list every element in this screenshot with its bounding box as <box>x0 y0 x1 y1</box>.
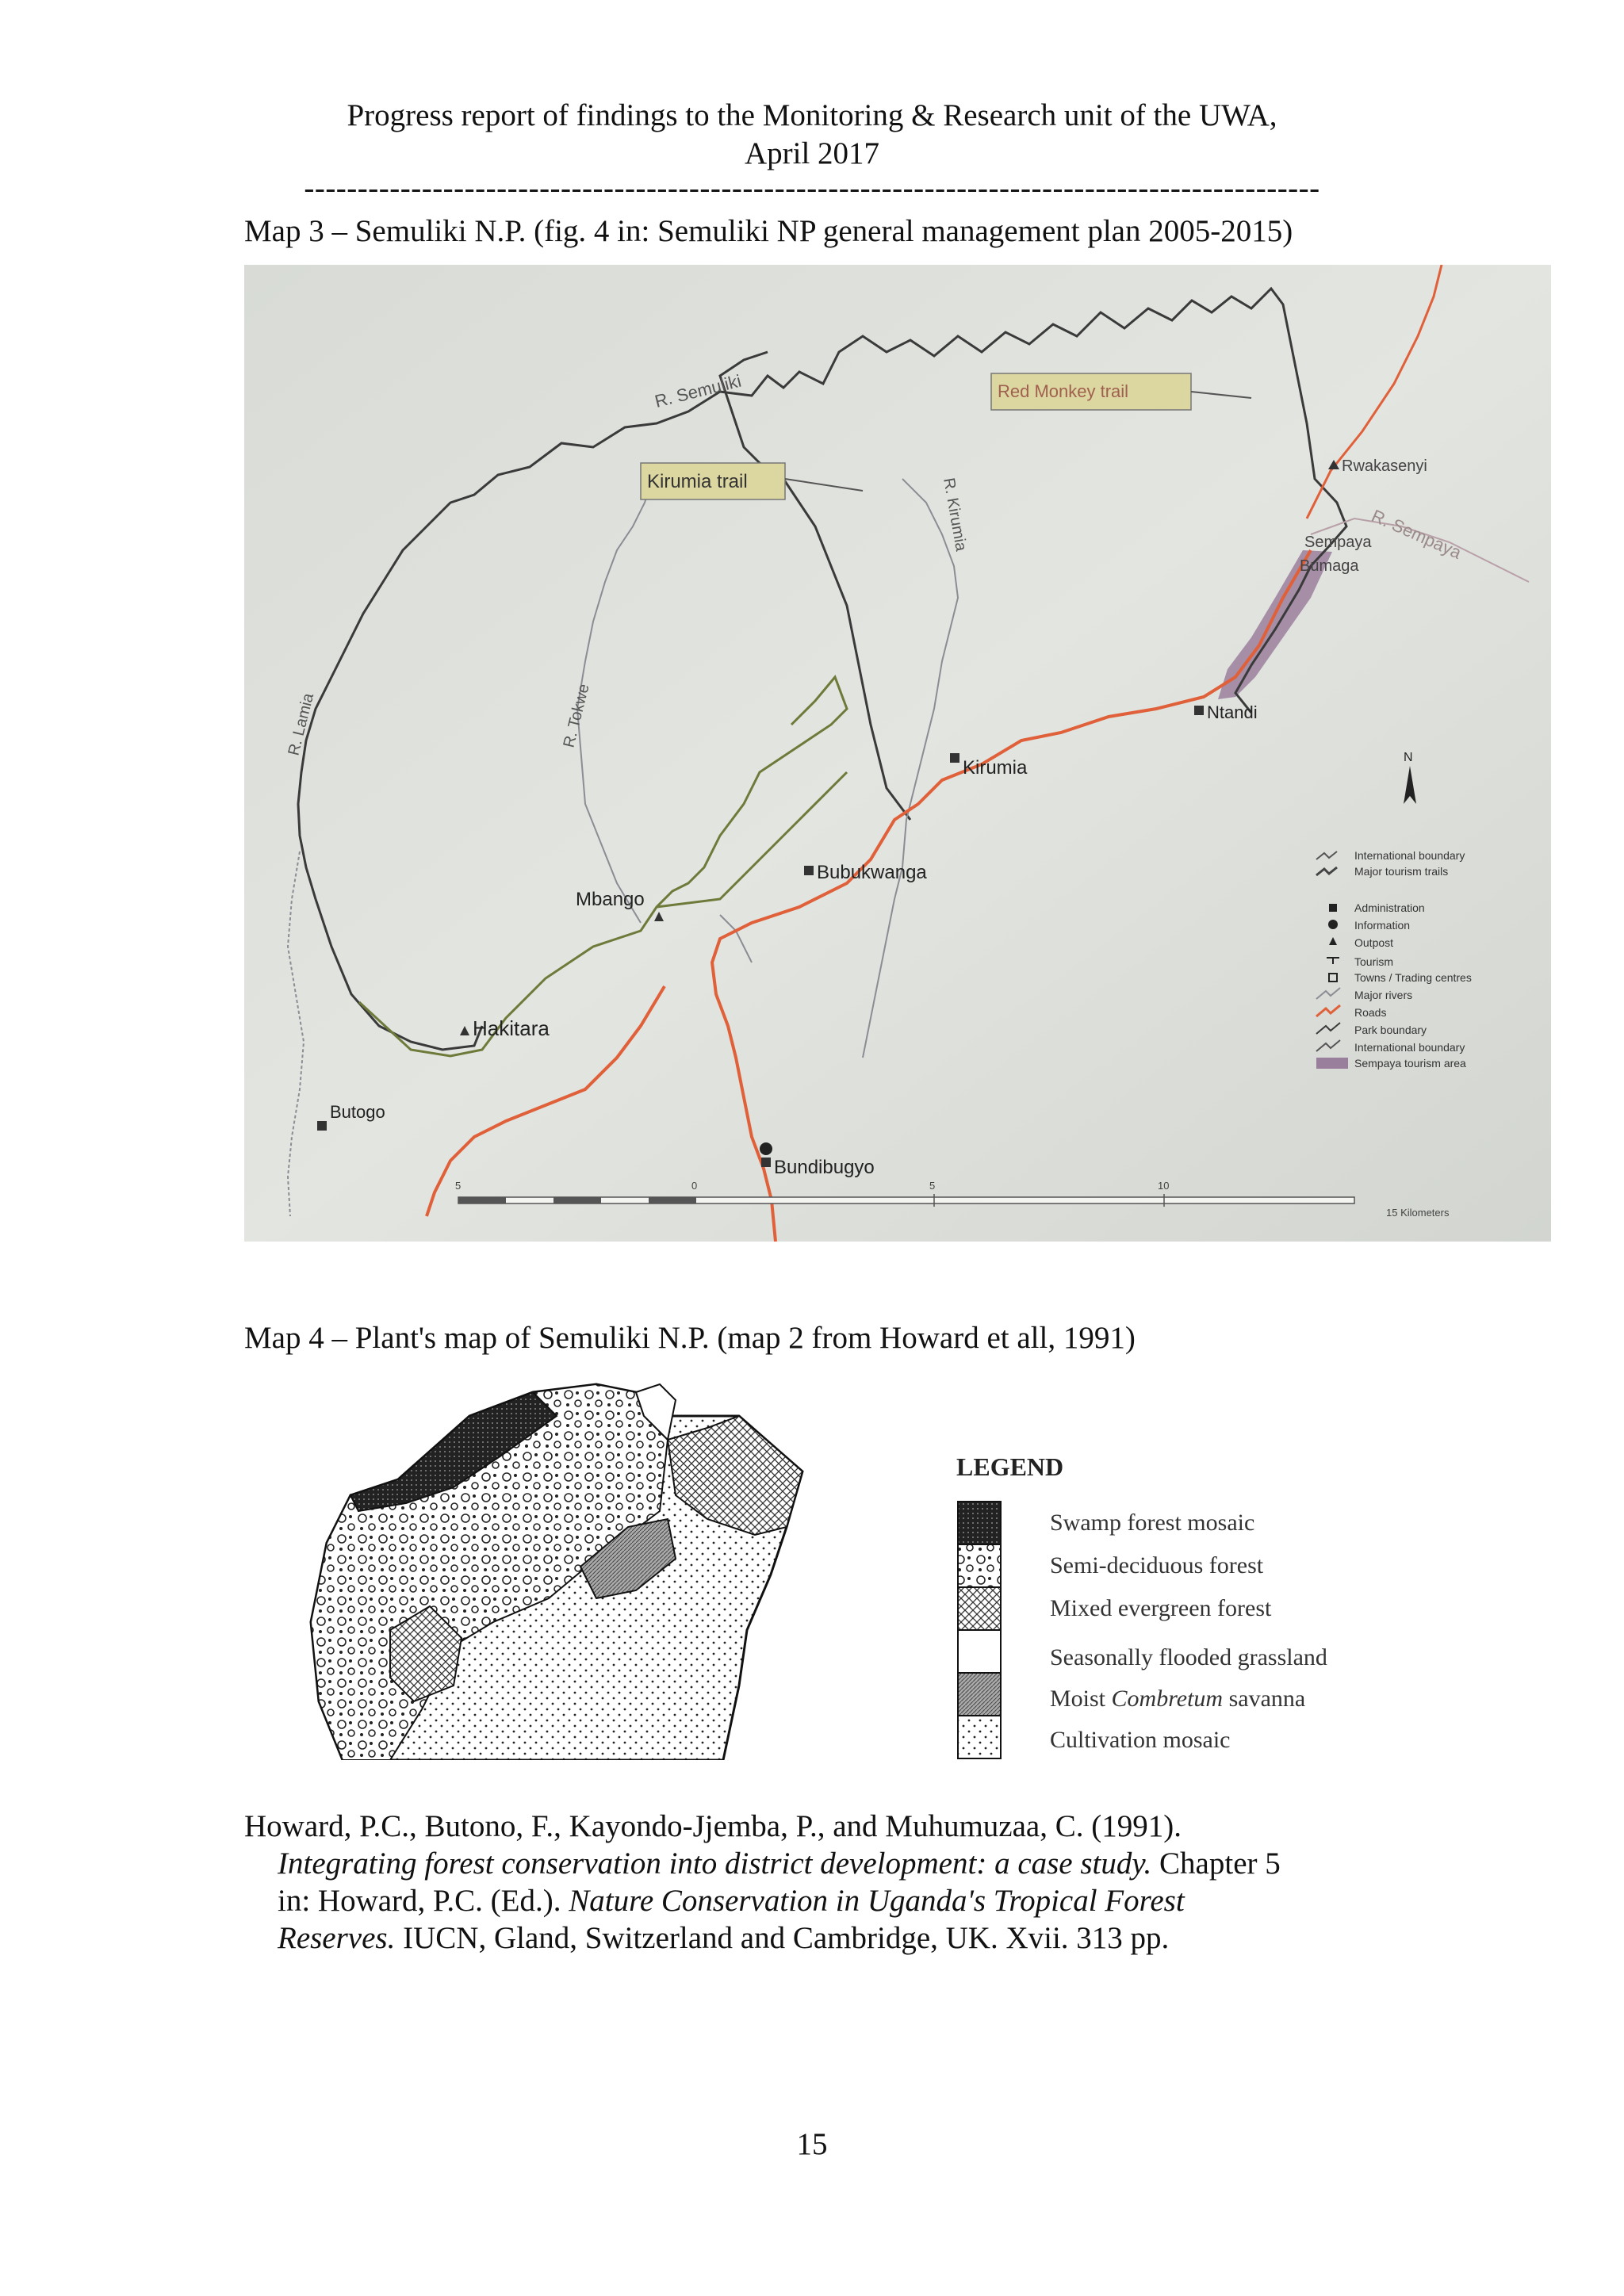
svg-text:Kirumia trail: Kirumia trail <box>647 471 748 492</box>
reference-authors: Howard, P.C., Butono, F., Kayondo-Jjemba, P., and Muhumuzaa, C. (1991). <box>244 1809 1182 1843</box>
legend-cultivation-mosaic: Cultivation mosaic <box>1050 1727 1231 1753</box>
svg-text:5: 5 <box>455 1180 462 1192</box>
river-lamia-label: R. Lamia <box>285 691 318 758</box>
svg-text:10: 10 <box>1158 1180 1170 1192</box>
river-sempaya-label: R. Sempaya <box>1368 505 1465 563</box>
svg-text:Sempaya: Sempaya <box>1304 534 1372 551</box>
svg-text:Butogo: Butogo <box>330 1102 385 1122</box>
svg-text:Hakitara: Hakitara <box>473 1016 550 1040</box>
svg-text:Sempaya tourism area: Sempaya tourism area <box>1354 1057 1466 1070</box>
svg-text:15 Kilometers: 15 Kilometers <box>1386 1207 1450 1219</box>
place-rwakasenyi <box>1328 457 1427 475</box>
svg-text:Park boundary: Park boundary <box>1354 1024 1427 1036</box>
svg-text:Outpost: Outpost <box>1354 936 1394 949</box>
svg-text:Roads: Roads <box>1354 1006 1387 1019</box>
map4-legend <box>956 1452 1327 1758</box>
svg-text:Rwakasenyi: Rwakasenyi <box>1342 457 1427 475</box>
legend-flooded-grassland: Seasonally flooded grassland <box>1050 1644 1327 1670</box>
place-sempaya <box>1304 534 1372 551</box>
svg-text:International boundary: International boundary <box>1354 1041 1465 1054</box>
svg-text:Ntandi: Ntandi <box>1207 702 1258 722</box>
map4-caption: Map 4 – Plant's map of Semuliki N.P. (map 2 from Howard et all, 1991) <box>244 1321 1136 1355</box>
svg-text:Mbango: Mbango <box>576 889 645 910</box>
svg-text:Bundibugyo: Bundibugyo <box>774 1157 875 1178</box>
svg-text:0: 0 <box>691 1180 698 1192</box>
reference-line-3: in: Howard, P.C. (Ed.). Nature Conservation in Uganda's Tropical Forest <box>278 1884 1185 1918</box>
svg-text:5: 5 <box>929 1180 936 1192</box>
report-title-line-1: Progress report of findings to the Monitoring & Research unit of the UWA, <box>347 98 1277 132</box>
place-hakitara <box>460 1016 550 1040</box>
svg-text:Towns / Trading centres: Towns / Trading centres <box>1354 971 1472 984</box>
svg-text:Bumaga: Bumaga <box>1300 557 1359 575</box>
svg-text:Kirumia: Kirumia <box>963 757 1028 779</box>
svg-text:International boundary: International boundary <box>1354 849 1465 862</box>
map3-semuliki-park-map <box>244 265 1551 1242</box>
legend-swamp-forest: Swamp forest mosaic <box>1050 1510 1255 1536</box>
map3-background <box>244 265 1551 1242</box>
svg-text:Red Monkey trail: Red Monkey trail <box>998 381 1129 401</box>
map4-vegetation-map <box>295 1368 1389 1760</box>
report-title-line-2: April 2017 <box>744 136 880 170</box>
legend-title: LEGEND <box>956 1452 1064 1481</box>
legend-moist-savanna: Moist Combretum savanna <box>1050 1686 1306 1712</box>
svg-text:Information: Information <box>1354 919 1411 932</box>
page-number: 15 <box>796 2127 828 2161</box>
reference-line-4: Reserves. IUCN, Gland, Switzerland and Cambridge, UK. Xvii. 313 pp. <box>278 1921 1170 1955</box>
reference-citation <box>244 1808 1434 1957</box>
svg-text:Bubukwanga: Bubukwanga <box>817 862 927 883</box>
river-tokwe-label: R. Tokwe <box>560 682 593 750</box>
legend-semi-deciduous: Semi-deciduous forest <box>1050 1552 1264 1578</box>
map3-caption: Map 3 – Semuliki N.P. (fig. 4 in: Semuliki NP general management plan 2005-2015) <box>244 214 1293 248</box>
svg-text:Tourism: Tourism <box>1354 955 1394 968</box>
place-bubukwanga <box>804 862 927 883</box>
svg-text:N: N <box>1404 751 1413 764</box>
river-semuliki-label: R. Semuliki <box>653 370 744 411</box>
place-bumaga <box>1300 557 1359 575</box>
svg-text:Major tourism trails: Major tourism trails <box>1354 865 1449 878</box>
svg-text:Major rivers: Major rivers <box>1354 989 1413 1001</box>
river-kirumia-label: R. Kirumia <box>940 476 970 553</box>
svg-text:Administration: Administration <box>1354 901 1425 914</box>
header-rule: ----------------------------------------------------------------------------------------------- <box>304 171 1320 205</box>
reference-line-2: Integrating forest conservation into district development: a case study. Chapter 5 <box>278 1846 1281 1881</box>
legend-mixed-evergreen: Mixed evergreen forest <box>1050 1595 1272 1621</box>
